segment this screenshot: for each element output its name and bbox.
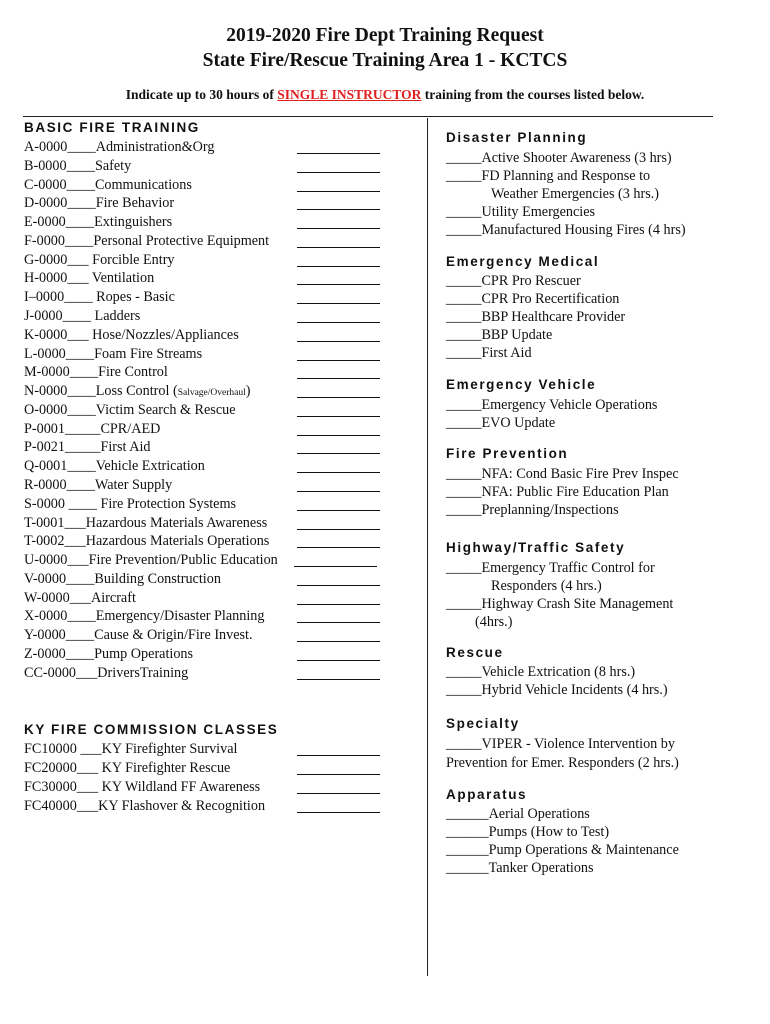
hours-blank[interactable] xyxy=(297,322,380,323)
disaster-heading: Disaster Planning xyxy=(446,130,588,145)
course-u: U-0000___Fire Prevention/Public Education xyxy=(24,552,278,568)
course-fc10000: FC10000 ___KY Firefighter Survival xyxy=(24,741,238,757)
prevention-line-3: _____Preplanning/Inspections xyxy=(446,502,619,518)
hours-blank[interactable] xyxy=(297,435,380,436)
prevention-line-1: _____NFA: Cond Basic Fire Prev Inspec xyxy=(446,466,679,482)
apparatus-line-3: ______Pump Operations & Maintenance xyxy=(446,842,679,858)
hours-blank[interactable] xyxy=(297,360,380,361)
course-cc: CC-0000___DriversTraining xyxy=(24,665,189,681)
instructions-prefix: Indicate up to 30 hours of xyxy=(125,87,278,102)
hours-blank[interactable] xyxy=(297,153,380,154)
course-q: Q-0001____Vehicle Extrication xyxy=(24,458,205,474)
course-m: M-0000____Fire Control xyxy=(24,364,168,380)
highway-line-3: _____Highway Crash Site Management xyxy=(446,596,674,612)
course-j: J-0000____ Ladders xyxy=(24,308,141,324)
course-o: O-0000____Victim Search & Rescue xyxy=(24,402,236,418)
specialty-line-2: Prevention for Emer. Responders (2 hrs.) xyxy=(446,755,679,771)
medical-line-2: _____CPR Pro Recertification xyxy=(446,291,620,307)
course-h: H-0000___ Ventilation xyxy=(24,270,155,286)
vehicle-heading: Emergency Vehicle xyxy=(446,377,597,392)
course-e: E-0000____Extinguishers xyxy=(24,214,173,230)
hours-blank[interactable] xyxy=(297,266,380,267)
single-instructor-highlight: SINGLE INSTRUCTOR xyxy=(277,87,422,102)
hours-blank[interactable] xyxy=(297,247,380,248)
course-n-note: Salvage/Overhaul xyxy=(177,388,246,398)
course-d: D-0000____Fire Behavior xyxy=(24,195,175,211)
hours-blank[interactable] xyxy=(297,812,380,813)
course-l: L-0000____Foam Fire Streams xyxy=(24,346,203,362)
apparatus-line-4: ______Tanker Operations xyxy=(446,860,594,876)
hours-blank[interactable] xyxy=(294,566,377,567)
rescue-line-2: _____Hybrid Vehicle Incidents (4 hrs.) xyxy=(446,682,668,698)
disaster-line-4: _____Utility Emergencies xyxy=(446,204,596,220)
course-t1: T-0001___Hazardous Materials Awareness xyxy=(24,515,268,531)
hours-blank[interactable] xyxy=(297,228,380,229)
course-p1: P-0001_____CPR/AED xyxy=(24,421,161,437)
medical-line-5: _____First Aid xyxy=(446,345,532,361)
vehicle-line-2: _____EVO Update xyxy=(446,415,556,431)
hours-blank[interactable] xyxy=(297,303,380,304)
apparatus-line-1: ______Aerial Operations xyxy=(446,806,590,822)
prevention-heading: Fire Prevention xyxy=(446,446,569,461)
hours-blank[interactable] xyxy=(297,378,380,379)
course-p21: P-0021_____First Aid xyxy=(24,439,151,455)
hours-blank[interactable] xyxy=(297,172,380,173)
course-n xyxy=(24,382,251,403)
medical-heading: Emergency Medical xyxy=(446,254,600,269)
course-z: Z-0000____Pump Operations xyxy=(24,646,194,662)
hours-blank[interactable] xyxy=(297,529,380,530)
hours-blank[interactable] xyxy=(297,453,380,454)
course-b: B-0000____Safety xyxy=(24,158,132,174)
apparatus-heading: Apparatus xyxy=(446,787,528,802)
course-r: R-0000____Water Supply xyxy=(24,477,173,493)
course-v: V-0000____Building Construction xyxy=(24,571,221,587)
medical-line-3: _____BBP Healthcare Provider xyxy=(446,309,626,325)
course-fc40000: FC40000___KY Flashover & Recognition xyxy=(24,798,266,814)
course-g: G-0000___ Forcible Entry xyxy=(24,252,175,268)
form-subtitle: State Fire/Rescue Training Area 1 - KCTCS xyxy=(202,50,568,71)
hours-blank[interactable] xyxy=(297,416,380,417)
hours-blank[interactable] xyxy=(297,793,380,794)
hours-blank[interactable] xyxy=(297,191,380,192)
hours-blank[interactable] xyxy=(297,397,380,398)
hours-blank[interactable] xyxy=(297,284,380,285)
vehicle-line-1: _____Emergency Vehicle Operations xyxy=(446,397,658,413)
hours-blank[interactable] xyxy=(297,660,380,661)
column-divider xyxy=(427,118,428,976)
apparatus-line-2: ______Pumps (How to Test) xyxy=(446,824,610,840)
hours-blank[interactable] xyxy=(297,679,380,680)
course-fc30000: FC30000___ KY Wildland FF Awareness xyxy=(24,779,261,795)
highway-line-4: (4hrs.) xyxy=(475,614,513,630)
disaster-line-5: _____Manufactured Housing Fires (4 hrs) xyxy=(446,222,686,238)
course-t2: T-0002___Hazardous Materials Operations xyxy=(24,533,270,549)
disaster-line-2: _____FD Planning and Response to xyxy=(446,168,651,184)
hours-blank[interactable] xyxy=(297,622,380,623)
course-n-close: ) xyxy=(245,383,251,399)
disaster-line-1: _____Active Shooter Awareness (3 hrs) xyxy=(446,150,672,166)
course-a: A-0000____Administration&Org xyxy=(24,139,215,155)
highway-line-1: _____Emergency Traffic Control for xyxy=(446,560,655,576)
hours-blank[interactable] xyxy=(297,641,380,642)
highway-line-2: Responders (4 hrs.) xyxy=(491,578,602,594)
specialty-line-1: _____VIPER - Violence Intervention by xyxy=(446,736,675,752)
course-i: I–0000____ Ropes - Basic xyxy=(24,289,175,305)
hours-blank[interactable] xyxy=(297,755,380,756)
hours-blank[interactable] xyxy=(297,491,380,492)
specialty-heading: Specialty xyxy=(446,716,520,731)
highway-heading: Highway/Traffic Safety xyxy=(446,540,626,555)
course-n-label: N-0000____Loss Control ( xyxy=(24,383,178,399)
form-title: 2019-2020 Fire Dept Training Request xyxy=(226,25,544,46)
hours-blank[interactable] xyxy=(297,604,380,605)
course-s: S-0000 ____ Fire Protection Systems xyxy=(24,496,237,512)
medical-line-4: _____BBP Update xyxy=(446,327,553,343)
course-x: X-0000____Emergency/Disaster Planning xyxy=(24,608,265,624)
rescue-heading: Rescue xyxy=(446,645,504,660)
medical-line-1: _____CPR Pro Rescuer xyxy=(446,273,581,289)
hours-blank[interactable] xyxy=(297,547,380,548)
hours-blank[interactable] xyxy=(297,510,380,511)
instructions-suffix: training from the courses listed below. xyxy=(421,87,645,102)
hours-blank[interactable] xyxy=(297,774,380,775)
course-f: F-0000____Personal Protective Equipment xyxy=(24,233,270,249)
course-k: K-0000___ Hose/Nozzles/Appliances xyxy=(24,327,239,343)
basic-fire-heading: BASIC FIRE TRAINING xyxy=(24,120,200,135)
course-y: Y-0000____Cause & Origin/Fire Invest. xyxy=(24,627,253,643)
hours-blank[interactable] xyxy=(297,585,380,586)
course-w: W-0000___Aircraft xyxy=(24,590,136,606)
ky-fire-heading: KY FIRE COMMISSION CLASSES xyxy=(24,722,279,737)
hours-blank[interactable] xyxy=(297,341,380,342)
course-c: C-0000____Communications xyxy=(24,177,192,193)
disaster-line-3: Weather Emergencies (3 hrs.) xyxy=(491,186,659,202)
instructions xyxy=(0,87,770,103)
hours-blank[interactable] xyxy=(297,209,380,210)
header-divider xyxy=(23,116,713,117)
rescue-line-1: _____Vehicle Extrication (8 hrs.) xyxy=(446,664,636,680)
prevention-line-2: _____NFA: Public Fire Education Plan xyxy=(446,484,669,500)
hours-blank[interactable] xyxy=(297,472,380,473)
course-fc20000: FC20000___ KY Firefighter Rescue xyxy=(24,760,231,776)
